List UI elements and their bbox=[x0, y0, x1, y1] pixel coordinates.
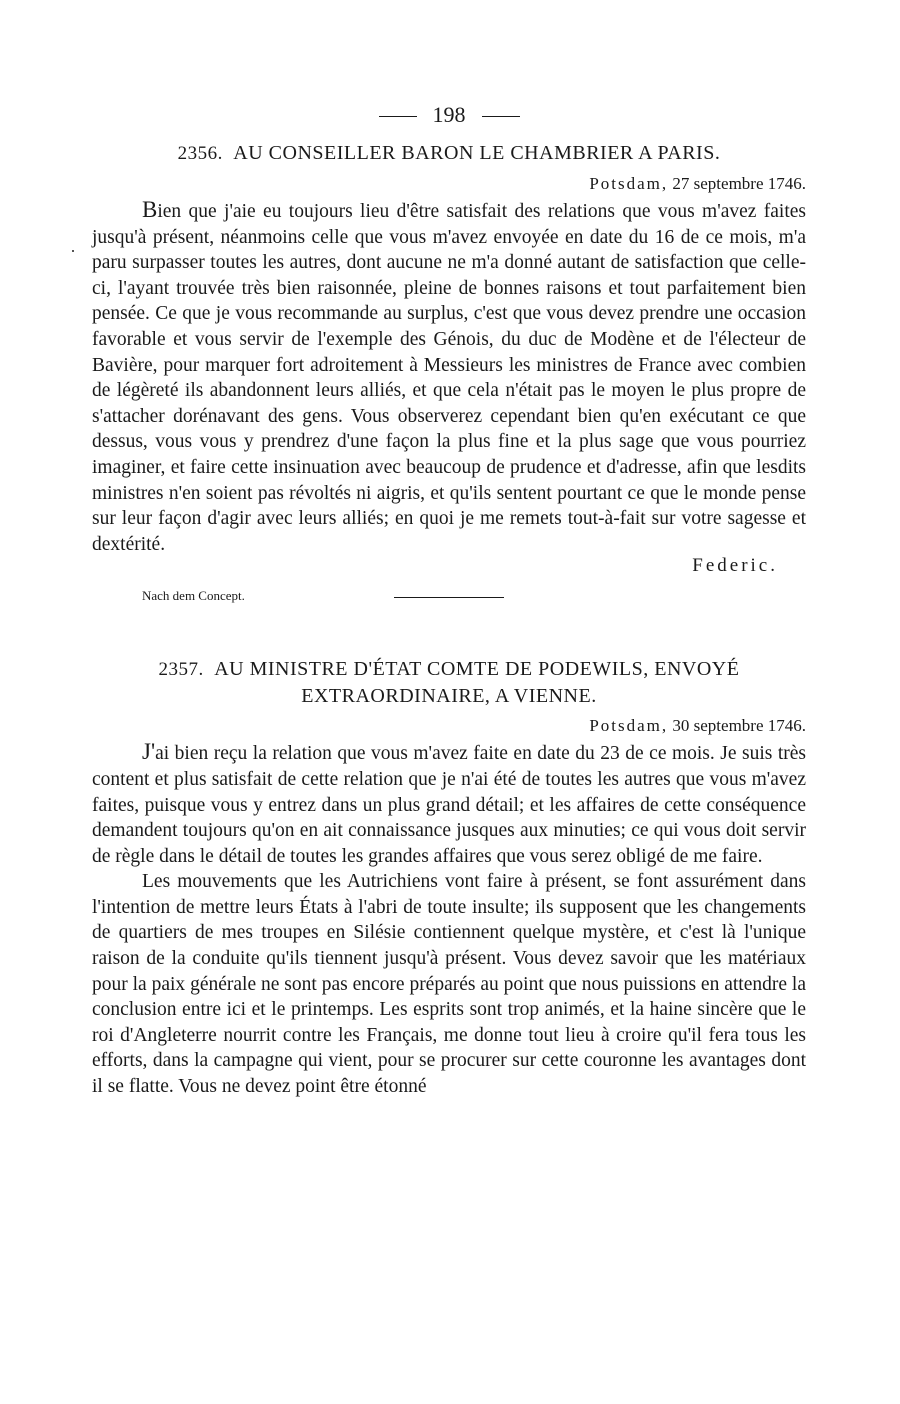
letter-2356 bbox=[92, 140, 806, 604]
letter-heading bbox=[92, 656, 806, 709]
letter-title: AU CONSEILLER BARON LE CHAMBRIER A PARIS. bbox=[233, 142, 721, 164]
letter-paragraph: J'ai bien reçu la relation que vous m'avez faite en date du 23 de ce mois. Je suis très content et plus satisfait de cette relation que je n'ai été de toutes les autres que vous m'avez faites, puisque vous y entrez dans un plus grand détail; et les affaires de cette conséquence demandent toujours qu'on en ait connaissance jusques aux minuties; ce qui vous doit servir de règle dans le détail de toutes les grandes affaires que vous serez obligé de me faire. bbox=[92, 739, 806, 867]
signature-row bbox=[92, 557, 806, 585]
page-number-dash-left bbox=[379, 116, 417, 117]
section-spacer bbox=[92, 598, 806, 656]
dateline-date: 30 septembre 1746. bbox=[672, 716, 806, 736]
margin-mark bbox=[72, 250, 74, 252]
letter-title: AU MINISTRE D'ÉTAT COMTE DE PODEWILS, ENVOYÉ EXTRAORDINAIRE, A VIENNE. bbox=[214, 658, 740, 708]
letter-2357 bbox=[92, 656, 806, 1099]
letter-paragraph: Bien que j'aie eu toujours lieu d'être satisfait des relations que vous m'avez faites jusqu'à présent, néanmoins celle que vous m'avez envoyée en date du 16 de ce mois, m'a paru surpasser toutes les autres, dont aucune ne m'a donné autant de satisfaction que celle-ci, l'ayant trouvée très bien raisonnée, pleine de bonnes raisons et tout parfaitement bien pensée. Ce que je vous recommande au surplus, c'est que vous devez prendre une occasion favorable et vous servir de l'exemple des Génois, du duc de Modène et de l'électeur de Bavière, pour marquer fort adroitement à Messieurs les ministres de France avec combien de légèreté ils abandonnent leurs alliés, et que cela n'était pas le moyen le plus propre de s'attacher dorénavant des gens. Vous observerez cependant bien qu'en exécutant ce que dessus, vous vous y prendrez d'une façon la plus fine et la plus sage que vous pourriez imaginer, et faire cette insinuation avec beaucoup de prudence et d'adresse, afin que lesdits ministres n'en soient pas révoltés ni aigris, et qu'ils sentent pourtant ce que le monde pense sur leur façon d'agir avec leurs alliés; en quoi je me remets tout-à-fait sur votre sagesse et dextérité. bbox=[92, 197, 806, 555]
source-note: Nach dem Concept. bbox=[142, 588, 245, 604]
dateline-place: Potsdam, bbox=[589, 716, 669, 736]
dateline bbox=[92, 171, 806, 197]
letter-number: 2356. bbox=[177, 143, 223, 164]
page-number-text: 198 bbox=[432, 102, 466, 127]
dateline bbox=[92, 713, 806, 739]
letter-paragraph: Les mouvements que les Autrichiens vont faire à présent, se font assurément dans l'intention de mettre leurs États à l'abri de toute insulte; ils supposent que les changements de quartiers de mes troupes en Silésie contiennent quelque mystère, et c'est là l'unique raison de la conduite qu'ils tiennent jusqu'à présent. Vous devez savoir que les matériaux pour la paix générale ne sont pas encore préparés au point que nous puissions en attendre la conclusion entre ici et le printemps. Les esprits sont trop animés, et la haine sincère que le roi d'Angleterre nourrit contre les Français, me donne tout lieu à croire qu'il fera tous les efforts, dans la campagne qui vient, pour se procurer sur cette couronne les avantages dont il se flatte. Vous ne devez point être étonné bbox=[92, 871, 806, 1098]
signature: Federic. bbox=[692, 555, 778, 577]
letter-heading bbox=[92, 140, 806, 167]
dateline-place: Potsdam, bbox=[589, 174, 669, 193]
page-number bbox=[92, 100, 806, 130]
dateline-date: 27 septembre 1746. bbox=[672, 174, 806, 193]
document-page bbox=[92, 100, 806, 1100]
page-number-dash-right bbox=[482, 116, 520, 117]
letter-number: 2357. bbox=[158, 659, 204, 681]
